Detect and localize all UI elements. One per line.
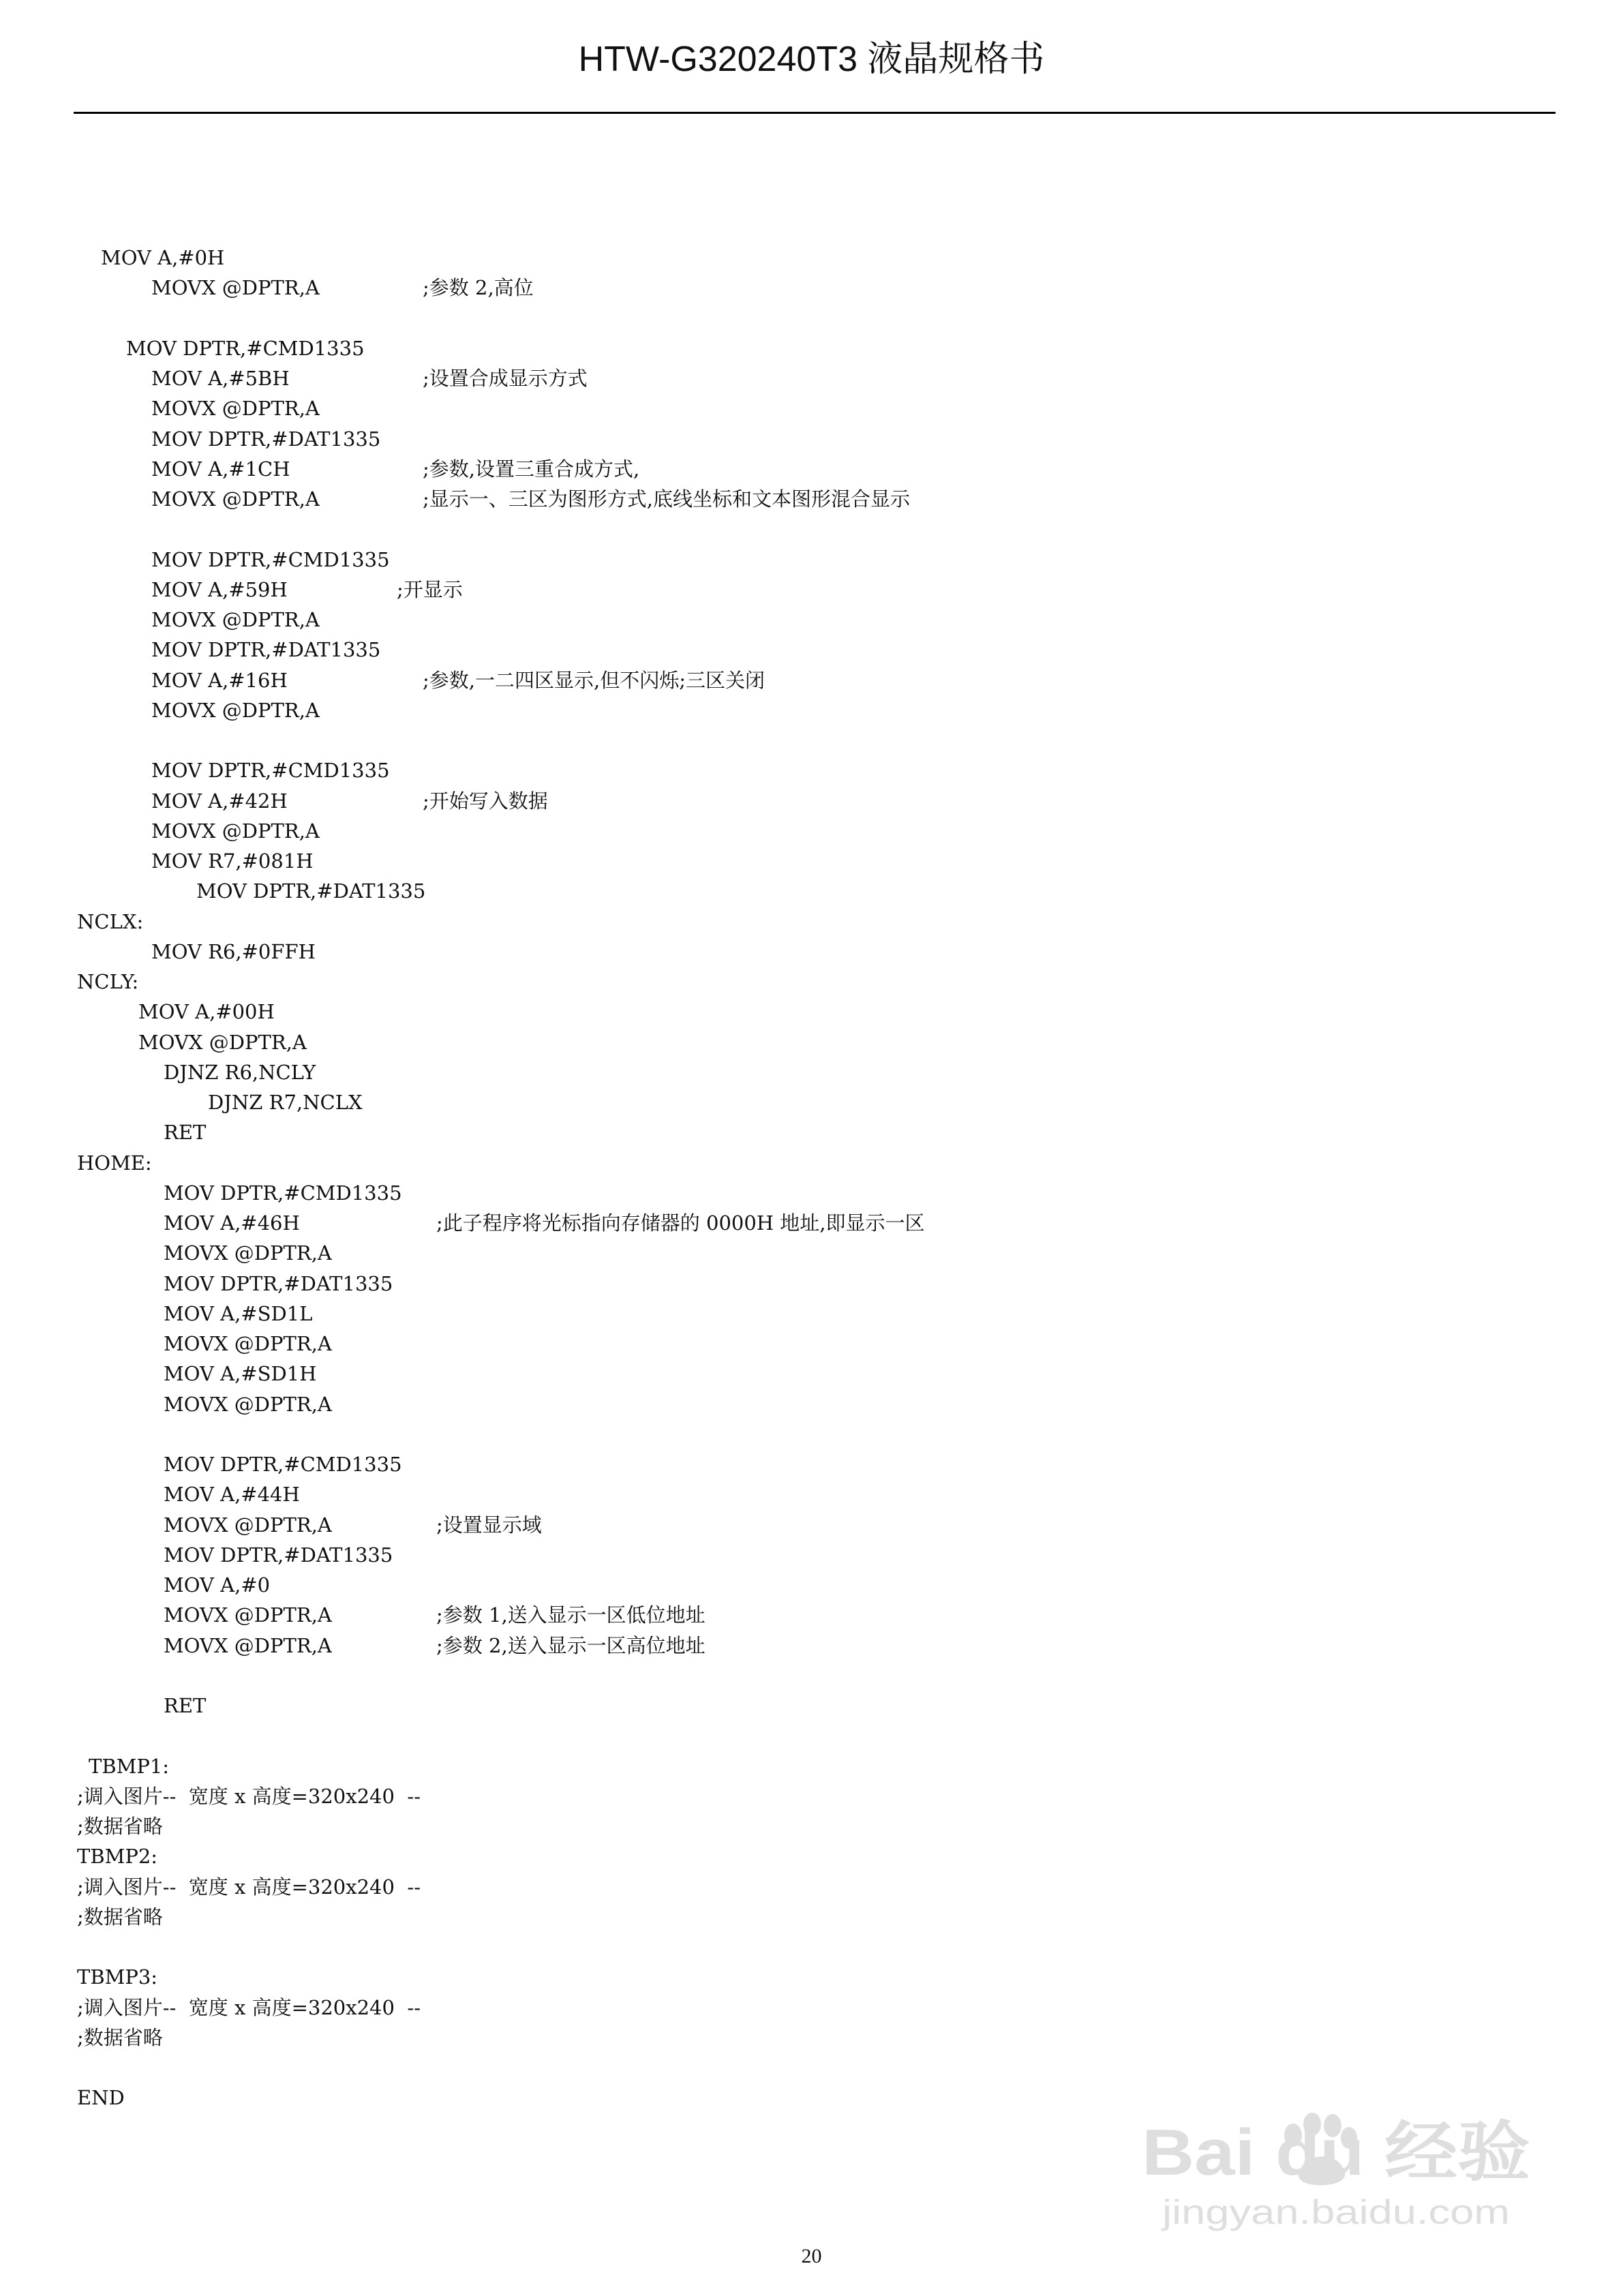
code-instruction: ;调入图片-- 宽度 x 高度=320x240 -- xyxy=(77,1784,421,1808)
code-instruction: MOVX @DPTR,A xyxy=(151,608,320,631)
code-instruction: TBMP1: xyxy=(89,1754,170,1778)
code-instruction: MOVX @DPTR,A xyxy=(164,1392,332,1416)
code-line xyxy=(0,1661,1623,1691)
code-instruction: MOV A,#SD1H xyxy=(164,1362,317,1386)
code-line xyxy=(0,424,1623,454)
code-comment: ;此子程序将光标指向存储器的 0000H 地址,即显示一区 xyxy=(436,1211,925,1235)
code-line xyxy=(0,1781,1623,1811)
code-comment: ;显示一、三区为图形方式,底线坐标和文本图形混合显示 xyxy=(423,487,910,511)
code-instruction: MOV DPTR,#CMD1335 xyxy=(151,547,390,571)
code-line xyxy=(0,363,1623,393)
code-line xyxy=(0,1117,1623,1147)
header-rule xyxy=(74,112,1556,114)
code-line xyxy=(0,454,1623,484)
code-instruction: MOV DPTR,#DAT1335 xyxy=(164,1543,393,1567)
code-line xyxy=(0,907,1623,937)
code-line xyxy=(0,1540,1623,1570)
code-line xyxy=(0,967,1623,997)
code-line xyxy=(0,725,1623,755)
code-comment: ;参数 2,高位 xyxy=(423,276,534,300)
code-instruction: MOVX @DPTR,A xyxy=(138,1030,307,1054)
code-instruction: ;数据省略 xyxy=(77,1815,163,1838)
code-line xyxy=(0,484,1623,514)
baidu-jingyan-watermark xyxy=(1135,2072,1544,2236)
code-line xyxy=(0,303,1623,333)
code-line xyxy=(0,273,1623,303)
code-line xyxy=(0,1269,1623,1299)
code-instruction: MOV A,#1CH xyxy=(151,457,290,481)
code-line xyxy=(0,1479,1623,1509)
code-line xyxy=(0,1359,1623,1389)
code-line xyxy=(0,1962,1623,1992)
code-line xyxy=(0,1087,1623,1117)
code-instruction: MOV A,#00H xyxy=(138,1000,275,1024)
code-instruction: RET xyxy=(164,1694,207,1717)
code-instruction: DJNZ R7,NCLX xyxy=(208,1091,363,1114)
code-line xyxy=(0,1872,1623,1902)
code-instruction: MOVX @DPTR,A xyxy=(151,487,320,511)
code-instruction: NCLX: xyxy=(77,909,144,933)
code-line xyxy=(0,1178,1623,1208)
code-line xyxy=(0,1208,1623,1238)
code-instruction: ;调入图片-- 宽度 x 高度=320x240 -- xyxy=(77,1875,421,1899)
code-line xyxy=(0,1751,1623,1781)
code-line xyxy=(0,1148,1623,1178)
code-line xyxy=(0,1329,1623,1359)
code-line xyxy=(0,1299,1623,1329)
code-instruction: END xyxy=(77,2086,125,2110)
code-instruction: NCLY: xyxy=(77,970,139,993)
code-instruction: TBMP2: xyxy=(77,1845,158,1869)
code-comment: ;参数,设置三重合成方式, xyxy=(423,457,640,481)
code-instruction: TBMP3: xyxy=(77,1965,158,1989)
code-instruction: MOV DPTR,#CMD1335 xyxy=(164,1453,402,1476)
code-instruction: ;数据省略 xyxy=(77,2025,163,2049)
code-line xyxy=(0,665,1623,695)
code-instruction: MOV DPTR,#DAT1335 xyxy=(196,879,426,903)
code-instruction: MOV DPTR,#CMD1335 xyxy=(151,759,390,783)
code-instruction: ;调入图片-- 宽度 x 高度=320x240 -- xyxy=(77,1995,421,2019)
code-instruction: MOVX @DPTR,A xyxy=(164,1513,332,1537)
code-instruction: MOVX @DPTR,A xyxy=(164,1241,332,1265)
code-line xyxy=(0,1841,1623,1871)
code-comment: ;设置合成显示方式 xyxy=(423,367,588,390)
code-line xyxy=(0,846,1623,876)
code-line xyxy=(0,695,1623,725)
code-instruction: ;数据省略 xyxy=(77,1905,163,1929)
code-instruction: MOV R7,#081H xyxy=(151,849,314,873)
code-line xyxy=(0,635,1623,665)
code-line xyxy=(0,1389,1623,1419)
code-line xyxy=(0,1932,1623,1962)
page-number: 20 xyxy=(801,2245,822,2267)
code-instruction: MOV A,#16H xyxy=(151,668,288,692)
header-title: HTW-G320240T3 液晶规格书 xyxy=(578,40,1045,79)
code-line xyxy=(0,1811,1623,1841)
code-instruction: MOV DPTR,#CMD1335 xyxy=(164,1181,402,1205)
code-line xyxy=(0,605,1623,635)
code-line xyxy=(0,1510,1623,1540)
code-listing xyxy=(0,243,1623,2113)
code-comment: ;参数 1,送入显示一区低位地址 xyxy=(436,1603,706,1627)
code-line xyxy=(0,1057,1623,1087)
code-instruction: MOV A,#0 xyxy=(164,1573,271,1597)
code-instruction: MOV A,#5BH xyxy=(151,367,290,390)
code-line xyxy=(0,1993,1623,2023)
code-line xyxy=(0,755,1623,785)
code-line xyxy=(0,1449,1623,1479)
code-line xyxy=(0,786,1623,816)
code-line xyxy=(0,1902,1623,1932)
watermark-brand: Bai du 经验 xyxy=(1142,2116,1530,2189)
code-line xyxy=(0,545,1623,575)
code-line xyxy=(0,333,1623,363)
code-instruction: MOV DPTR,#DAT1335 xyxy=(151,638,381,662)
code-instruction: MOV A,#59H xyxy=(151,577,288,601)
code-line xyxy=(0,1600,1623,1630)
code-line xyxy=(0,2023,1623,2053)
code-instruction: MOV A,#44H xyxy=(164,1483,300,1507)
code-instruction: MOV A,#46H xyxy=(164,1211,300,1235)
code-comment: ;设置显示域 xyxy=(436,1513,542,1537)
code-instruction: MOVX @DPTR,A xyxy=(164,1633,332,1657)
code-instruction: MOV A,#42H xyxy=(151,789,288,813)
code-instruction: MOV R6,#0FFH xyxy=(151,939,316,963)
code-line xyxy=(0,1027,1623,1057)
code-instruction: HOME: xyxy=(77,1151,152,1175)
code-line xyxy=(0,937,1623,967)
code-instruction: MOVX @DPTR,A xyxy=(151,397,320,421)
code-line xyxy=(0,1691,1623,1721)
code-instruction: MOV A,#0H xyxy=(101,246,225,269)
code-line xyxy=(0,1419,1623,1449)
code-line xyxy=(0,1570,1623,1600)
code-line xyxy=(0,1631,1623,1661)
code-line xyxy=(0,575,1623,605)
code-instruction: MOVX @DPTR,A xyxy=(151,819,320,843)
code-instruction: MOV A,#SD1L xyxy=(164,1301,313,1325)
watermark-url: jingyan.baidu.com xyxy=(1160,2193,1510,2231)
code-instruction: RET xyxy=(164,1121,207,1145)
code-instruction: MOVX @DPTR,A xyxy=(164,1603,332,1627)
code-line xyxy=(0,514,1623,544)
code-instruction: MOVX @DPTR,A xyxy=(151,698,320,722)
code-line xyxy=(0,997,1623,1027)
code-instruction: MOV DPTR,#DAT1335 xyxy=(151,427,381,451)
code-instruction: MOVX @DPTR,A xyxy=(164,1332,332,1355)
code-line xyxy=(0,1238,1623,1268)
code-instruction: MOVX @DPTR,A xyxy=(151,276,320,300)
code-line xyxy=(0,816,1623,846)
code-line xyxy=(0,1721,1623,1751)
code-line xyxy=(0,876,1623,906)
code-comment: ;参数 2,送入显示一区高位地址 xyxy=(436,1633,706,1657)
code-instruction: DJNZ R6,NCLY xyxy=(164,1060,316,1084)
code-comment: ;参数,一二四区显示,但不闪烁;三区关闭 xyxy=(423,668,765,692)
code-instruction: MOV DPTR,#CMD1335 xyxy=(126,336,365,360)
code-line xyxy=(0,243,1623,273)
code-comment: ;开显示 xyxy=(397,577,463,601)
code-instruction: MOV DPTR,#DAT1335 xyxy=(164,1271,393,1295)
code-line xyxy=(0,393,1623,423)
code-comment: ;开始写入数据 xyxy=(423,789,548,813)
